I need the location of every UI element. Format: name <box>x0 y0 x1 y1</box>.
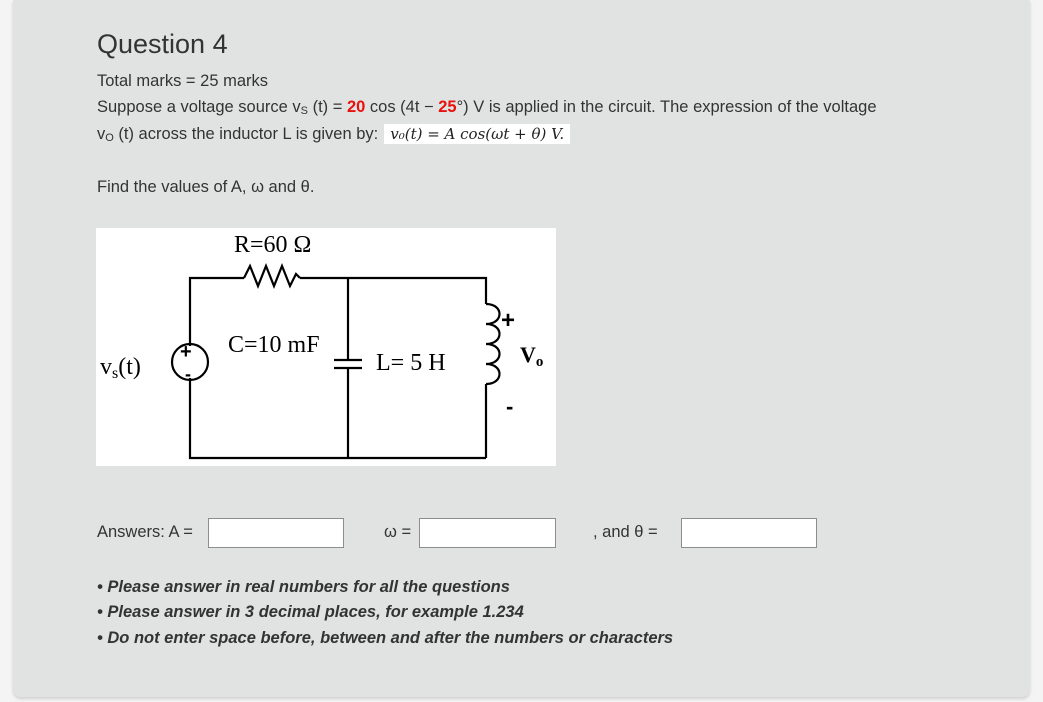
question-panel <box>13 0 1030 697</box>
circuit-svg <box>96 228 556 466</box>
answer-omega-input[interactable] <box>419 518 556 548</box>
output-formula: v₀(t) = A cos(ωt + θ) V. <box>384 124 570 144</box>
note-no-spaces: • Do not enter space before, between and after the numbers or characters <box>97 629 674 647</box>
total-marks: Total marks = 25 marks <box>97 72 269 90</box>
source-plus-sign: + <box>180 341 192 363</box>
capacitor-label: C=10 mF <box>228 332 320 358</box>
answer-a-input[interactable] <box>208 518 344 548</box>
inductor-symbol <box>486 304 500 384</box>
vo-minus-sign: - <box>506 394 514 419</box>
vo-label: Vo <box>520 342 544 370</box>
answer-a-label: Answers: A = <box>97 523 193 541</box>
answer-theta-label: , and θ = <box>593 523 658 541</box>
question-text-line-2: vO (t) across the inductor L is given by: v₀(t) = A cos(ωt + θ) V. <box>97 124 570 144</box>
answer-omega-label: ω = <box>384 523 412 541</box>
question-text-line-1: Suppose a voltage source vS (t) = 20 cos (4t − 25°) V is applied in the circuit. The expression of the voltage <box>97 98 877 117</box>
circuit-diagram <box>96 228 556 466</box>
note-decimal-places: • Please answer in 3 decimal places, for example 1.234 <box>97 603 524 621</box>
wire-bottom <box>190 378 486 458</box>
find-instruction: Find the values of A, ω and θ. <box>97 178 315 196</box>
answer-theta-input[interactable] <box>681 518 817 548</box>
resistor-symbol <box>244 266 300 286</box>
wire-top <box>300 278 486 304</box>
amplitude-value: 20 <box>346 98 366 116</box>
source-label: vs(t) <box>100 354 141 382</box>
resistor-label: R=60 Ω <box>234 232 312 258</box>
vo-plus-sign: + <box>501 307 516 334</box>
question-title: Question 4 <box>97 29 228 59</box>
source-minus-sign: - <box>185 364 191 384</box>
phase-value: 25 <box>438 98 457 116</box>
note-real-numbers: • Please answer in real numbers for all the questions <box>97 578 510 596</box>
inductor-label: L= 5 H <box>376 350 446 376</box>
